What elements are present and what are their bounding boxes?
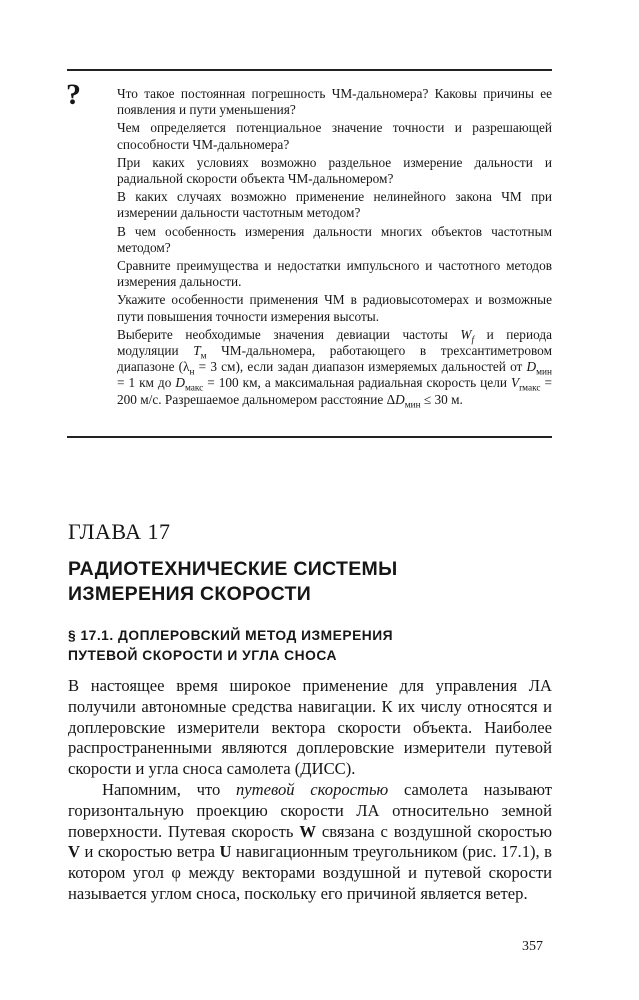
- problem-statement: Выберите необходимые значения девиации частоты $W_f$ и периода модуляции $T_м$ ЧМ-дальномера, работающего в трехсантиметровом диапазоне ($\lambda_н = 3$ см), если задан диапазон измеряемых дальностей от $D_{мин} = 1$ км до $D_{макс} = 100$ км, а максимальная радиальная скорость цели $V_{rмакс} = 200$ м/с. Разрешаемое дальномером расстояние $\Delta D_{мин} \le 30$ м.: [117, 326, 553, 411]
- chapter-title: [68, 557, 508, 607]
- chapter-label: ГЛАВА 17: [68, 519, 171, 544]
- question-2: Чем определяется потенциальное значение точности и разрешающей способности ЧМ-дальномера?: [117, 120, 552, 152]
- paragraph-2: Напомним, что путевой скоростью самолета называют горизонтальную проекцию скорости ЛА относительно земной поверхности. Путевая скорость W связана с воздушной скоростью V и скоростью ветра U навигационным треугольником (рис. 17.1), в котором угол φ между векторами воздушной и путевой скорости называется углом сноса, поскольку его причиной является ветер.: [68, 779, 552, 903]
- chapter-title-line-1: РАДИОТЕХНИЧЕСКИЕ СИСТЕМЫ: [68, 558, 398, 580]
- bottom-rule: [67, 436, 552, 438]
- section-title: [68, 626, 508, 666]
- review-questions: [117, 86, 552, 410]
- body-text: [68, 676, 552, 905]
- page-number: 357: [522, 939, 543, 954]
- question-4: В каких случаях возможно применение нелинейного закона ЧМ при измерении дальности частотным методом?: [117, 189, 552, 221]
- top-rule: [67, 69, 552, 71]
- section-title-line-2: ПУТЕВОЙ СКОРОСТИ И УГЛА СНОСА: [68, 648, 337, 663]
- paragraph-1: В настоящее время широкое применение для управления ЛА получили автономные средства навигации. К их числу относятся и доплеровские измерители вектора скорости объекта. Наиболее распространенными являются доплеровские измерители путевой скорости и угла сноса самолета (ДИСС).: [68, 676, 552, 779]
- question-3: При каких условиях возможно раздельное измерение дальности и радиальной скорости объекта ЧМ-дальномером?: [117, 154, 552, 187]
- question-6: Сравните преимущества и недостатки импульсного и частотного методов измерения дальности.: [117, 258, 552, 290]
- section-title-line-1: § 17.1. ДОПЛЕРОВСКИЙ МЕТОД ИЗМЕРЕНИЯ: [68, 628, 394, 643]
- question-mark-icon: ?: [66, 78, 81, 111]
- question-5: В чем особенность измерения дальности многих объектов частотным методом?: [117, 223, 552, 255]
- chapter-title-line-2: ИЗМЕРЕНИЯ СКОРОСТИ: [68, 583, 312, 605]
- question-7: Укажите особенности применения ЧМ в радиовысотомерах и возможные пути повышения точности измерения высоты.: [117, 292, 552, 324]
- question-1: Что такое постоянная погрешность ЧМ-дальномера? Каковы причины ее появления и пути уменьшения?: [117, 86, 552, 118]
